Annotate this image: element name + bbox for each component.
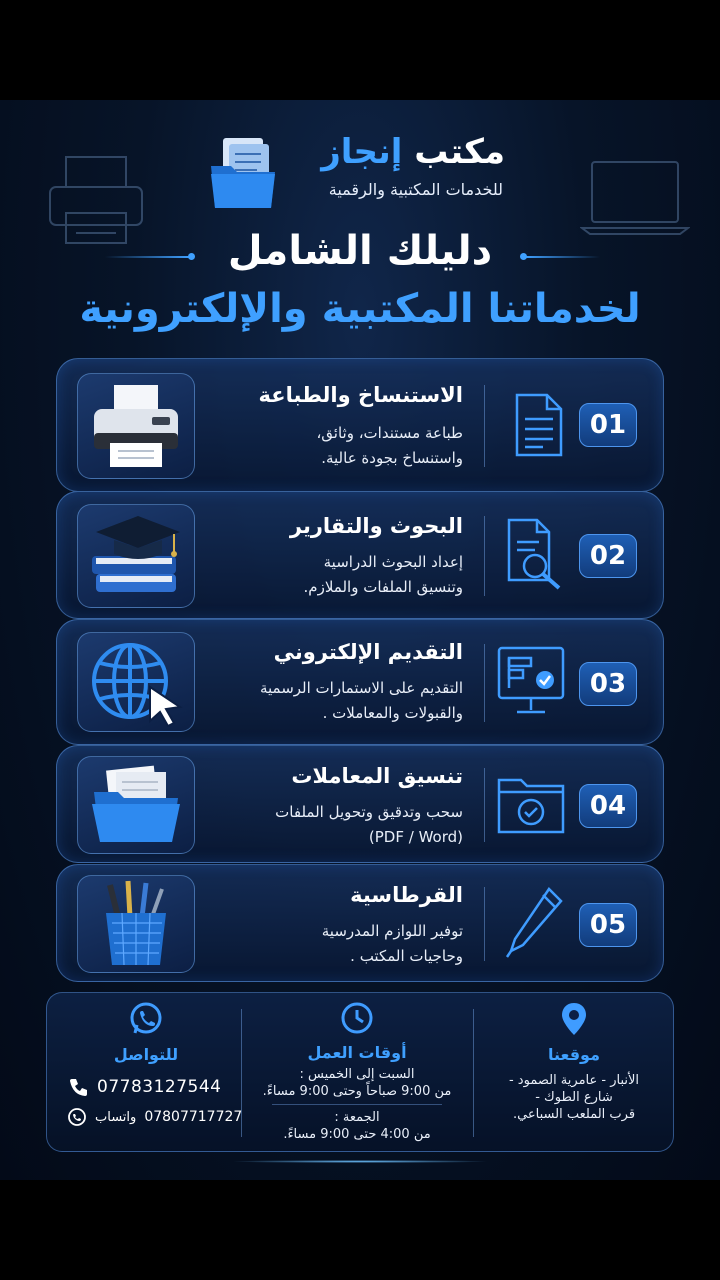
service-description: التقديم على الاستمارات الرسمية والقبولات والمعاملات . [259,679,463,722]
location-line-1: الأنبار - عامرية الصمود - [508,1073,640,1088]
card-divider [484,385,485,467]
card-divider [484,768,485,842]
card-divider [484,644,485,722]
contact-heading: للتواصل [113,1045,179,1064]
location-heading: موقعنا [548,1045,600,1064]
hours-weekdays-label: السبت إلى الخميس : [299,1067,415,1082]
service-description: طباعة مستندات، وثائق، واستنساخ بجودة عالية. [316,424,463,467]
pen-icon [505,885,565,959]
service-title: التقديم الإلكتروني [273,640,463,664]
service-description: إعداد البحوث الدراسية وتنسيق الملفات والملازم. [303,553,463,596]
service-number-badge: 04 [579,784,637,828]
hours-heading: أوقات العمل [307,1043,407,1062]
service-title: الاستنساخ والطباعة [258,383,463,407]
brand-name: مكتب إنجاز [321,132,505,172]
background-laptop-icon [580,158,690,238]
whatsapp-row[interactable] [67,1107,242,1127]
service-number-badge: 03 [579,662,637,706]
hours-friday-time: من 4:00 حتى 9:00 مساءً. [283,1127,431,1142]
whatsapp-small-icon [67,1107,87,1127]
printer-image [77,373,195,479]
service-description: توفير اللوازم المدرسية وحاجيات المكتب . [321,922,463,965]
service-card-1 [56,358,664,492]
service-card-3 [56,619,664,745]
main-title: دليلك الشامل [227,228,493,274]
service-number-badge: 01 [579,403,637,447]
graduation-books-image [77,504,195,608]
contact-section [53,1001,239,1151]
poster [0,100,720,1180]
hours-weekdays-time: من 9:00 صباحاً وحتى 9:00 مساءً. [262,1084,452,1099]
globe-cursor-image [77,632,195,732]
service-title: تنسيق المعاملات [291,764,463,788]
whatsapp-label: واتساب [95,1109,137,1125]
location-line-2: شارع الطوك - [535,1090,613,1105]
phone-row[interactable] [69,1077,221,1097]
document-search-icon [505,518,565,592]
hours-divider [272,1104,442,1105]
service-card-5 [56,864,664,982]
folder-papers-image [77,756,195,854]
whatsapp-number[interactable]: 07807717727 [144,1109,243,1125]
info-divider [473,1009,474,1137]
stationery-cup-image [77,875,195,973]
service-card-2 [56,491,664,619]
service-number-badge: 02 [579,534,637,578]
phone-icon [69,1077,89,1097]
service-card-4 [56,745,664,863]
location-line-3: قرب الملعب السباعي. [512,1107,636,1122]
clock-icon [340,1001,374,1035]
service-title: القرطاسية [350,883,463,907]
card-divider [484,887,485,961]
service-description: سحب وتدقيق وتحويل الملفات (PDF / Word) [275,803,463,846]
info-panel [46,992,674,1152]
brand-logo [205,132,515,212]
folder-documents-icon [209,136,279,210]
folder-check-icon [497,772,565,834]
brand-subtitle: للخدمات المكتبية والرقمية [328,180,503,199]
document-icon [513,393,565,457]
location-section [479,1001,669,1151]
phone-number[interactable]: 07783127544 [97,1077,222,1097]
main-subtitle: لخدماتنا المكتبية والإلكترونية [79,286,641,332]
service-title: البحوث والتقارير [289,514,463,538]
location-pin-icon [560,1001,588,1037]
card-divider [484,516,485,596]
service-number-badge: 05 [579,903,637,947]
hours-friday-label: الجمعة : [334,1110,380,1125]
bottom-glow [230,1160,490,1163]
whatsapp-icon [128,1001,164,1037]
monitor-check-icon [497,646,565,718]
hours-section [247,1001,467,1151]
